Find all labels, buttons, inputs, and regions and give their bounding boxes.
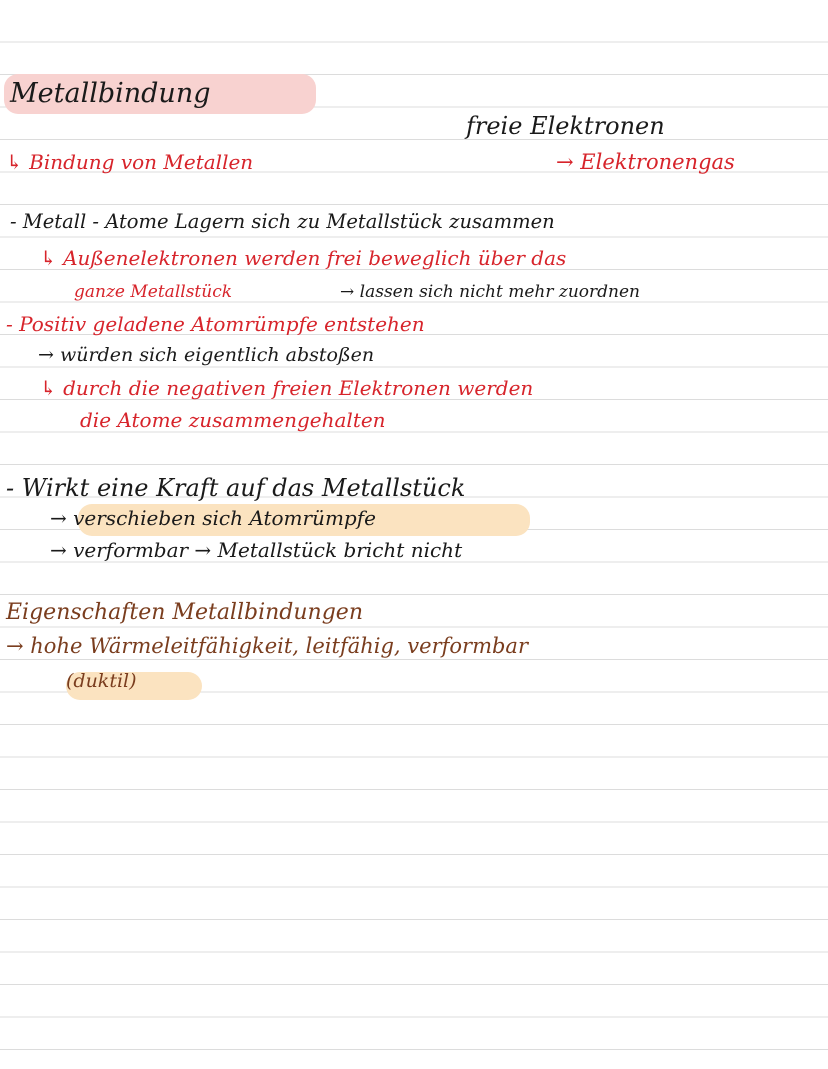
section2-line3: → verformbar → Metallstück bricht nicht <box>50 538 463 562</box>
section3-line2: (duktil) <box>66 670 137 692</box>
section1-line2: ↳ Außenelektronen werden frei beweglich über das <box>40 246 567 270</box>
page-title: Metallbindung <box>10 78 211 109</box>
section3-heading: Eigenschaften Metallbindungen <box>6 600 363 625</box>
side-note-electron-gas: → Elektronengas <box>556 150 735 174</box>
section1-line4: - Positiv geladene Atomrümpfe entstehen <box>6 312 425 336</box>
subtitle: ↳ Bindung von Metallen <box>6 150 254 174</box>
side-note-free-electrons: freie Elektronen <box>466 112 665 140</box>
section1-line7: die Atome zusammengehalten <box>80 408 386 432</box>
section1-line5: → würden sich eigentlich abstoßen <box>38 344 375 366</box>
section1-line3-red: ganze Metallstück <box>74 282 233 302</box>
section1-line3-black: → lassen sich nicht mehr zuordnen <box>340 282 640 302</box>
section2-line2: → verschieben sich Atomrümpfe <box>50 506 376 530</box>
section2-line1: - Wirkt eine Kraft auf das Metallstück <box>6 474 466 502</box>
section1-line6: ↳ durch die negativen freien Elektronen werden <box>40 376 534 400</box>
section3-line1: → hohe Wärmeleitfähigkeit, leitfähig, verformbar <box>6 634 528 658</box>
section1-line1: - Metall - Atome Lagern sich zu Metallstück zusammen <box>10 210 555 233</box>
